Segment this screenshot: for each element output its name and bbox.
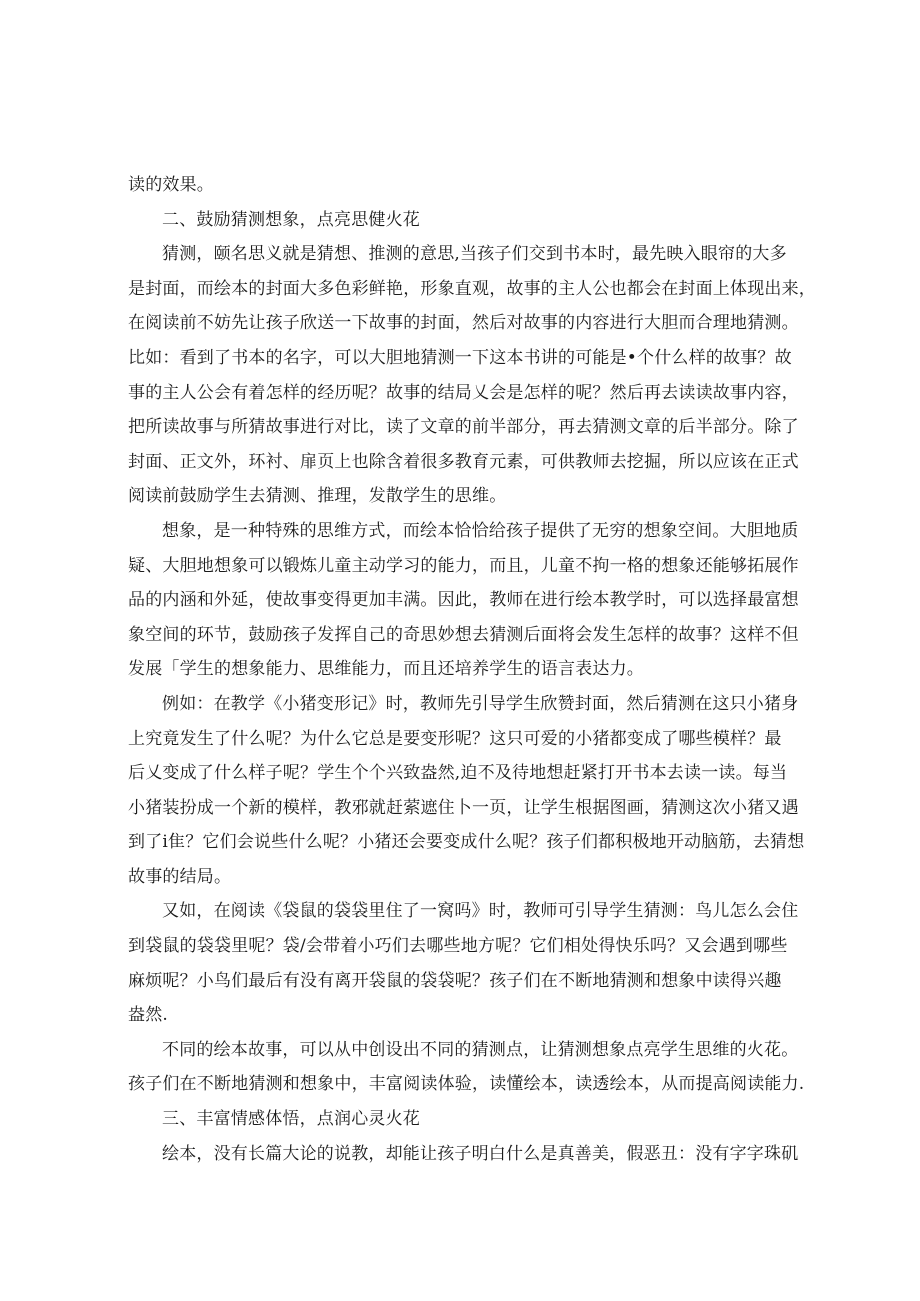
text-line: 麻烦呢？小鸟们最后有没有离开袋鼠的袋袋呢？孩子们在不断地猜测和想象中读得兴趣 [128,970,782,991]
text-line: 到袋鼠的袋袋里呢？袋/会带着小巧们去哪些地方呢？它们相处得快乐吗？又会遇到哪些 [128,936,788,957]
text-line: 事的主人公会有着怎样的经历呢？故事的结局乂会是怎样的呢？然后再去读读故事内容， [128,382,799,403]
text-line: 发展「学生的想象能力、思维能力，而且还培养学生的语言表达力。 [128,659,644,680]
text-line: 例如：在教学《小猪变形记》时，教师先引导学生欣赞封面，然后猜测在这只小猪身 [162,693,799,714]
text-line: 故事的结局。 [128,866,232,887]
text-line: 又如，在阅读《袋鼠的袋袋里住了一窝吗》时，教师可引导学生猜测：鸟儿怎么会住 [162,901,799,922]
text-line: 象空间的环节，鼓励孩子发挥自己的奇思妙想去猜测后面将会发生怎样的故事？这样不但 [128,624,799,645]
text-line: 到了i隹？它们会说些什么呢？小猪还会要变成什么呢？孩子们都积极地开动脑筋，去猜想 [128,832,805,853]
text-line: 后乂变成了什么样子呢？学生个个兴致盎然,迫不及待地想赶紧打开书本去读一读。每当 [128,763,788,784]
text-line: 猜测，颐名思义就是猜想、推测的意思,当孩子们交到书本时，最先映入眼帘的大多 [162,244,787,265]
paragraph-example-kangaroo [128,894,799,1032]
text-line: 疑、大胆地想象可以锻炼儿童主动学习的能力，而且，儿童不拘一格的想象还能够拓展作 [128,555,799,576]
text-line: 读的效果。 [128,175,214,195]
paragraph-emotion [128,1137,799,1172]
text-line: 盎然. [128,1005,169,1026]
document-body [128,168,816,1171]
paragraph-summary [128,1033,805,1102]
paragraph-guessing [128,237,816,514]
paragraph-example-pig [128,687,805,895]
text-line: 是封面，而绘本的封面大多色彩鲜艳，形象直观，故事的主人公也都会在封面上体现出来， [128,278,816,299]
text-line: 品的内涵和外延，使故事变得更加丰满。因此，教师在进行绘本教学时，可以选择最富想 [128,590,799,611]
text-line: 想象，是一种特殊的思维方式，而绘本恰恰给孩子提供了无穷的想象空间。大胆地质 [162,520,799,541]
paragraph-imagination [128,514,799,687]
text-line: 把所读故事与所猜故事进行对比，读了文章的前半部分，再去猜测文章的后半部分。除了 [128,417,799,438]
text-line: 上究竟发生了什么呢？为什么它总是要变形呢？这只可爱的小猪都变成了哪些模样？最 [128,728,782,749]
text-line: 不同的绘本故事，可以从中创设出不同的猜测点，让猜测想象点亮学生思维的火花。 [162,1039,799,1060]
section-heading-2: 二、鼓励猜测想象，点亮思健火花 [162,209,420,230]
text-line: 孩子们在不断地猜测和想象中，丰富阅读体验，读懂绘本，读透绘本，从而提高阅读能力. [128,1074,805,1095]
text-line: 在阅读前不妨先让孩子欣送一下故事的封面，然后对故事的内容进行大胆而合理地猜测。 [128,313,799,334]
text-line: 封面、正文外，环衬、扉页上也除含着很多教育元素，可供教师去挖掘，所以应该在正式 [128,451,799,472]
section-heading-3: 三、丰富情感体悟，点润心灵火花 [162,1109,420,1130]
text-line: 比如：看到了书本的名字，可以大胆地猜测一下这本书讲的可能是•个什么样的故事？故 [128,347,792,368]
paragraph-continuation [128,168,793,203]
text-line: 阅读前鼓励学生去猜测、推理，发散学生的思维。 [128,486,507,507]
text-line: 小猪装扮成一个新的模样，教邪就赶萦遮住卜一页，让学生根据图画，猜测这次小猪又遇 [128,797,799,818]
text-line: 绘本，没有长篇大论的说教，却能让孩子明白什么是真善美，假恶丑：没有字字珠矶 [162,1143,799,1164]
